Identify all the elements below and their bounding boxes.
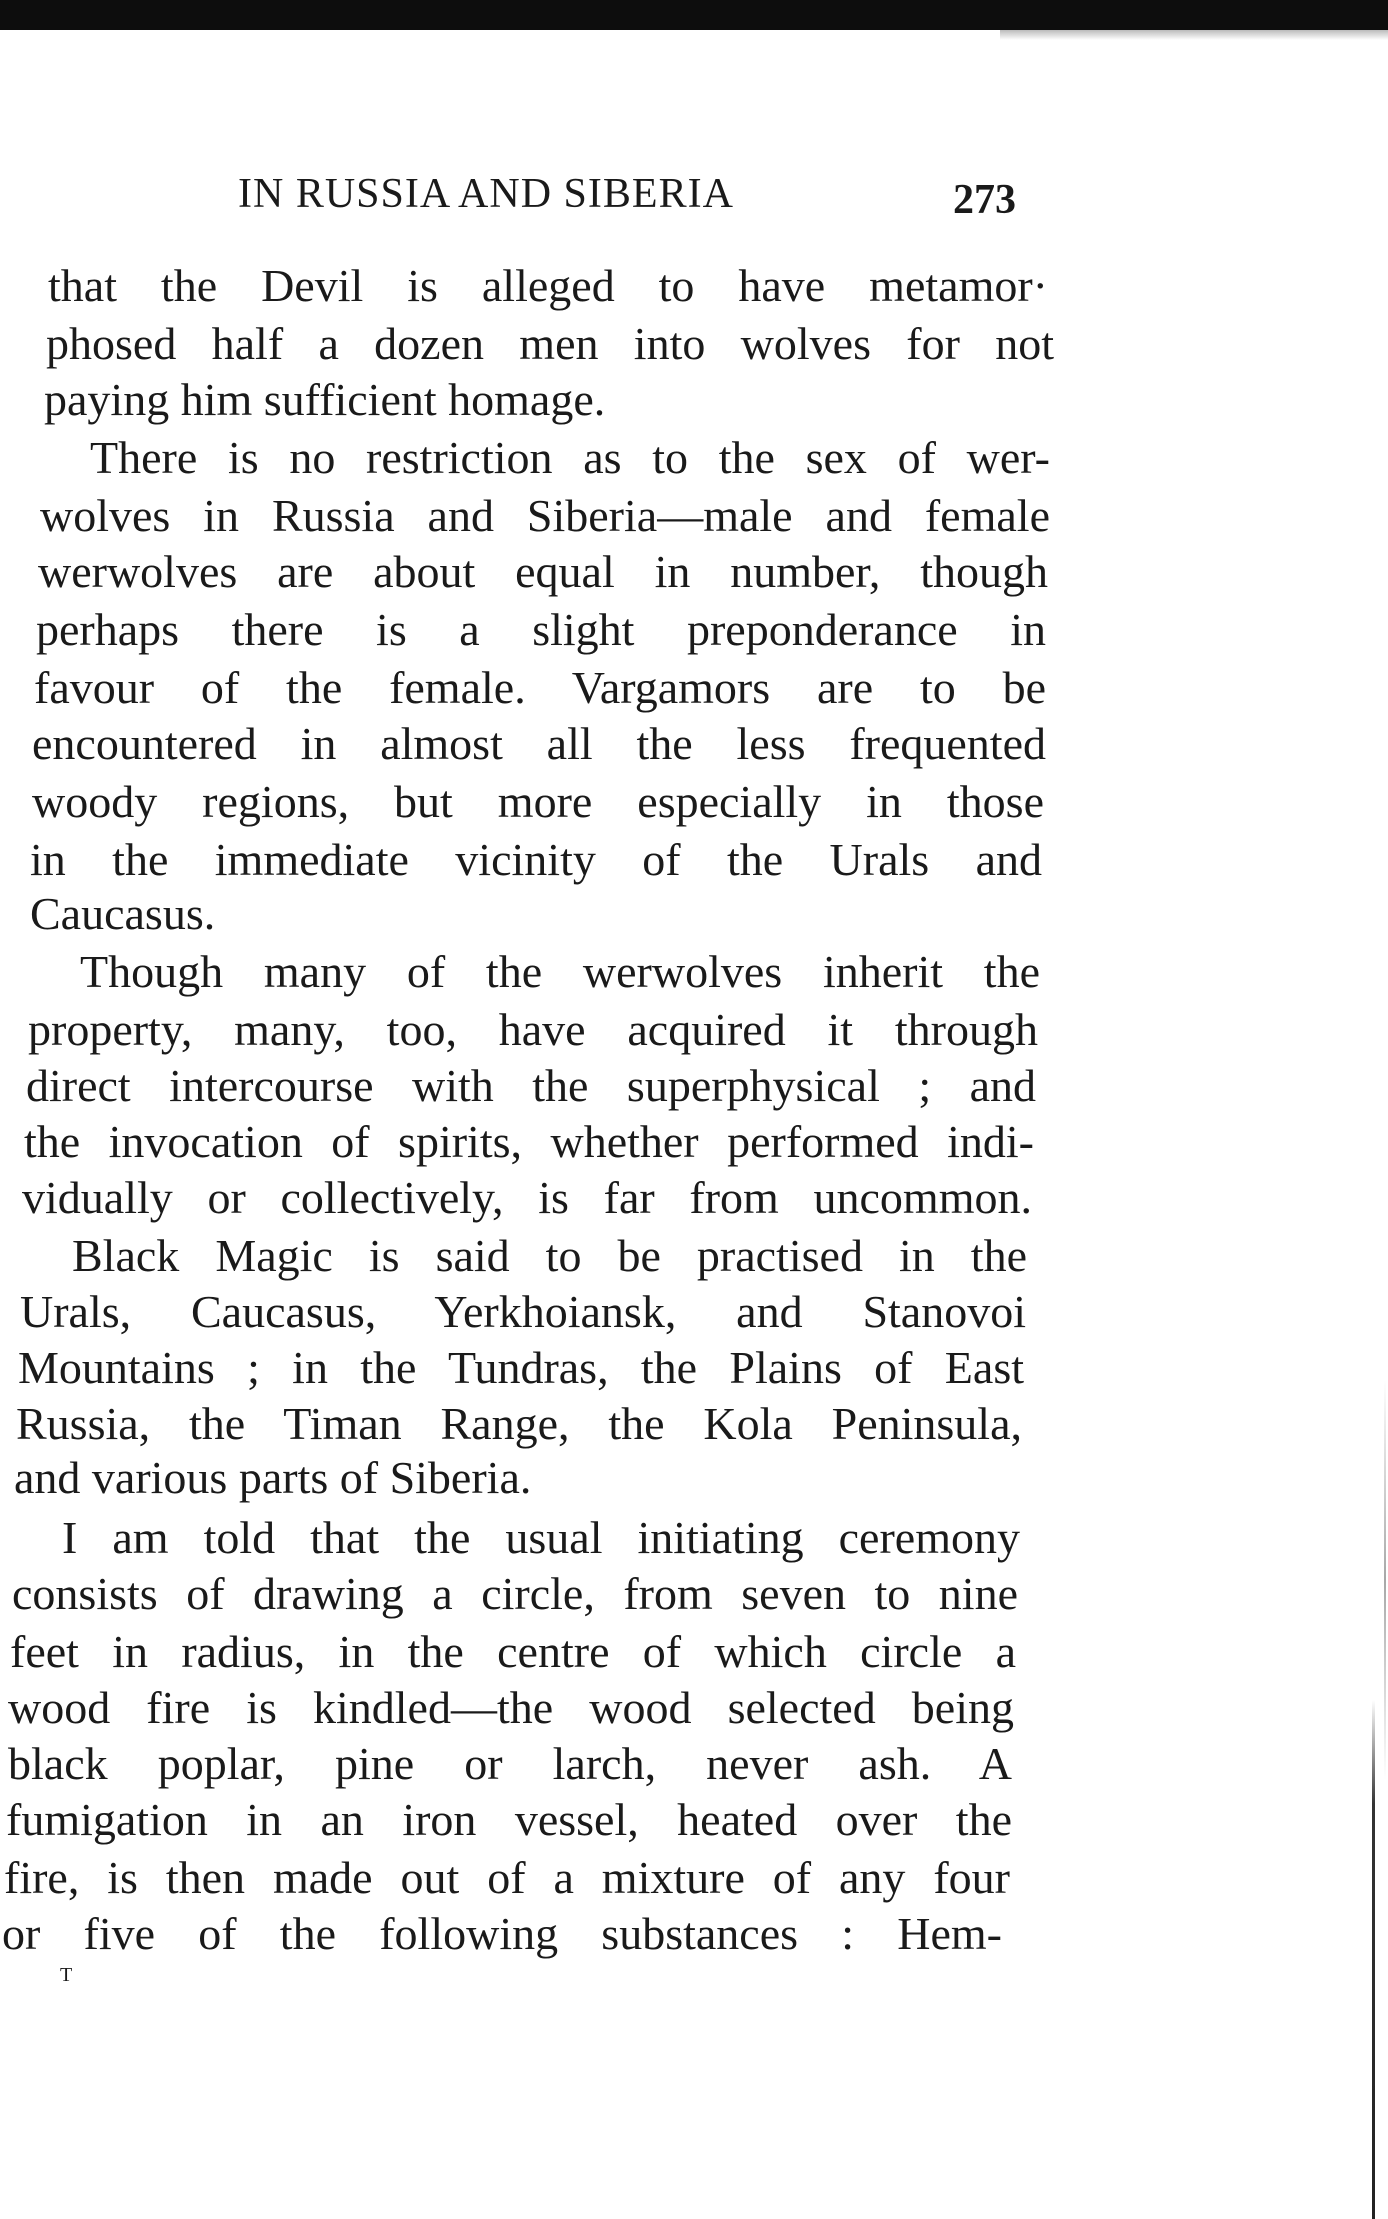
- text-line: and various parts of Siberia.: [14, 1452, 532, 1503]
- text-line: Urals, Caucasus, Yerkhoiansk, and Stanovoi: [20, 1286, 1026, 1337]
- text-line: feet in radius, in the centre of which circle a: [10, 1626, 1016, 1677]
- text-line: vidually or collectively, is far from uncommon.: [22, 1172, 1032, 1223]
- text-line: Though many of the werwolves inherit the: [80, 946, 1040, 997]
- text-line: Russia, the Timan Range, the Kola Peninsula,: [16, 1398, 1022, 1449]
- text-line: property, many, too, have acquired it through: [28, 1004, 1038, 1055]
- running-title: IN RUSSIA AND SIBERIA: [238, 171, 734, 217]
- text-line: Mountains ; in the Tundras, the Plains of East: [18, 1342, 1024, 1393]
- text-line: wolves in Russia and Siberia—male and female: [40, 490, 1050, 541]
- page-number: 273: [953, 177, 1016, 223]
- text-line: in the immediate vicinity of the Urals and: [30, 834, 1042, 885]
- text-line: phosed half a dozen men into wolves for not: [46, 318, 1054, 369]
- text-line: werwolves are about equal in number, though: [38, 546, 1048, 597]
- signature-mark: T: [60, 1964, 73, 1986]
- text-line: direct intercourse with the superphysical ; and: [26, 1060, 1036, 1111]
- text-line: perhaps there is a slight preponderance in: [36, 604, 1046, 655]
- text-line: the invocation of spirits, whether performed indi-: [24, 1116, 1034, 1167]
- text-line: paying him sufficient homage.: [44, 374, 606, 425]
- text-line: encountered in almost all the less frequented: [32, 718, 1046, 769]
- text-line: There is no restriction as to the sex of wer-: [90, 432, 1050, 483]
- text-line: consists of drawing a circle, from seven to nine: [12, 1568, 1018, 1619]
- text-line: or five of the following substances : Hem-: [2, 1908, 1002, 1959]
- text-line: that the Devil is alleged to have metamor·: [48, 260, 1048, 311]
- text-line: Black Magic is said to be practised in the: [72, 1230, 1027, 1281]
- text-line: Caucasus.: [30, 888, 216, 939]
- text-line: favour of the female. Vargamors are to be: [34, 662, 1046, 713]
- text-line: wood fire is kindled—the wood selected being: [8, 1682, 1014, 1733]
- text-line: black poplar, pine or larch, never ash. A: [8, 1738, 1012, 1789]
- text-line: fumigation in an iron vessel, heated over the: [6, 1794, 1012, 1845]
- text-line: I am told that the usual initiating ceremony: [62, 1512, 1020, 1563]
- text-line: fire, is then made out of a mixture of any four: [4, 1852, 1010, 1903]
- text-line: woody regions, but more especially in those: [32, 776, 1044, 827]
